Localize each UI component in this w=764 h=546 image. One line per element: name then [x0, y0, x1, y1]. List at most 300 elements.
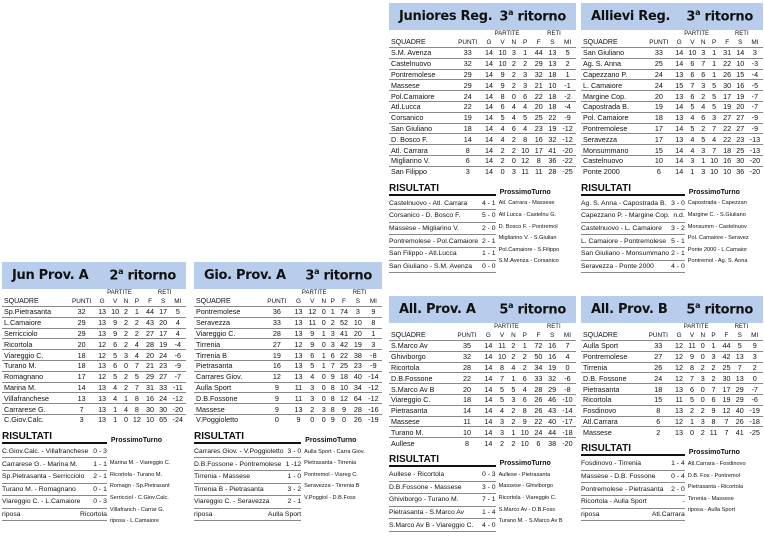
team-name: Massese [194, 404, 262, 415]
reti-header: RETI [734, 324, 749, 330]
stat-cell: 2 [509, 405, 518, 416]
stat-cell: 10 [109, 307, 122, 318]
stat-cell: 18 [453, 123, 482, 134]
stat-cell: 8 [130, 404, 143, 415]
stat-cell: 15 [734, 69, 747, 80]
next-match: Villafranch - Carrar G. [109, 506, 165, 513]
stat-cell: 3 [686, 155, 699, 166]
team-name: Pontremolese [581, 351, 644, 362]
stat-cell: 41 [337, 328, 351, 339]
stat-cell: -4 [559, 101, 576, 112]
stat-cell: 7 [686, 373, 699, 384]
col-f: F [148, 298, 152, 305]
result-match: Ag. S. Anna - Capostrada B. [581, 199, 667, 207]
partite-header: PARTITE [494, 31, 520, 37]
col-p: P [711, 39, 717, 46]
stat-cell: 0 [319, 393, 328, 404]
col-f: F [724, 332, 729, 339]
stat-cell: 11 [707, 427, 720, 437]
standings-table [194, 289, 382, 425]
next-round-title: ProssimoTurno [688, 449, 740, 457]
stat-cell: 14 [482, 438, 496, 448]
result-match: Ricortola - Aulla Sport [581, 498, 647, 506]
stat-cell: 2 [328, 317, 337, 328]
team-name: Villafranchese [2, 393, 68, 404]
league-jun-prov-a [2, 262, 186, 527]
next-round-list [496, 469, 576, 532]
column-header-row [389, 38, 576, 48]
team-name: Romagnano [2, 371, 68, 382]
stat-cell: 4 [509, 101, 518, 112]
stat-cell: -20 [559, 438, 576, 448]
next-match: S.M.Avenza - Corsanico [498, 258, 559, 265]
result-score: 1 -12 [285, 460, 302, 468]
stat-cell: 18 [453, 394, 482, 405]
stat-cell: 5 [495, 394, 509, 405]
stat-cell: 22 [721, 58, 734, 69]
stat-cell: 6 [645, 166, 673, 176]
team-name: Castelnuovo [581, 155, 645, 166]
table-row [194, 307, 382, 318]
stat-cell: -18 [746, 416, 763, 427]
stat-cell: 0 [319, 307, 328, 318]
stat-cell: 4 [559, 351, 576, 362]
next-match: Turano M. - S.Marco Av B [498, 518, 563, 525]
league-all-prov-b [581, 296, 763, 521]
team-name: S.Marco Av [389, 341, 453, 352]
stat-cell: 31 [721, 48, 734, 59]
result-score: 2 - 1 [481, 237, 496, 245]
team-name: Pietrasanta [194, 360, 262, 371]
stat-cell: 14 [453, 405, 482, 416]
stat-cell: 27 [734, 112, 747, 123]
stat-cell: 14 [673, 101, 686, 112]
round-label [305, 267, 372, 283]
stat-cell: 10 [518, 145, 532, 156]
round-word: ritorno [517, 302, 566, 318]
league-gio-prov-a [194, 262, 382, 521]
stat-cell: 14 [482, 134, 496, 145]
table-row [389, 166, 576, 176]
stat-cell: -2 [559, 91, 576, 102]
stat-cell: 2 [698, 405, 707, 416]
stat-cell: 4 [699, 101, 708, 112]
stat-cell: 9 [262, 404, 291, 415]
stat-cell: 11 [292, 393, 306, 404]
result-score: 4 - 0 [481, 521, 496, 529]
team-name: S.M. Avenza [389, 48, 453, 59]
stat-cell: 8 [686, 362, 699, 373]
col-s: S [738, 39, 743, 46]
stat-cell: 33 [262, 317, 291, 328]
stat-cell: 8 [328, 404, 337, 415]
stat-cell: 12 [672, 373, 685, 384]
stat-cell: 0 [319, 382, 328, 393]
team-name: Atl. Carrara [389, 145, 453, 156]
table-row [2, 371, 186, 382]
team-name: Ricortola [581, 394, 644, 405]
next-match: riposa - L.Camaiore [109, 518, 159, 525]
group-header-row [581, 323, 763, 331]
next-match: Pietrasanta - Tirrenia [304, 460, 357, 467]
table-row [2, 317, 186, 328]
stat-cell: 1 [130, 307, 143, 318]
team-name: Seravezza [581, 134, 645, 145]
stat-cell: 2 [122, 382, 131, 393]
table-row [194, 414, 382, 424]
partite-header: PARTITE [107, 290, 132, 296]
stat-cell: 11 [292, 382, 306, 393]
result-score: 0 - 4 [671, 473, 685, 481]
stat-cell: 8 [453, 438, 482, 448]
table-row [581, 166, 763, 176]
result-score: 3 - 0 [671, 199, 685, 207]
stat-cell: 30 [157, 404, 170, 415]
stat-cell: 32 [453, 351, 482, 362]
table-row [2, 350, 186, 361]
stat-cell: -4 [747, 69, 763, 80]
stat-cell: 9 [305, 339, 319, 350]
stat-cell: -9 [559, 112, 576, 123]
stat-cell: 30 [721, 80, 734, 91]
stat-cell: 19 [720, 394, 733, 405]
league-title: Allievi Reg. [591, 9, 671, 24]
next-match: riposa - Aulla Sport [687, 507, 735, 514]
result-score: 2 - 0 [481, 225, 496, 233]
result-line [389, 210, 496, 223]
partite-header: PARTITE [683, 324, 709, 330]
table-row [581, 48, 763, 59]
stat-cell: 13 [546, 48, 560, 59]
team-name: Marina M. [2, 382, 68, 393]
stat-cell: 14 [482, 48, 496, 59]
result-line [389, 261, 496, 274]
stat-cell: 7 [708, 145, 721, 156]
column-header-row [194, 297, 382, 307]
stat-cell: 9 [365, 307, 382, 318]
result-match: Corsanico - D. Bosco F. [389, 212, 461, 220]
stat-cell: 8 [365, 317, 382, 328]
next-match: Atl Lucca - Castelnu G. [498, 211, 557, 218]
stat-cell: 14 [482, 405, 496, 416]
team-name: D.B.Fossone [389, 373, 453, 384]
stat-cell: 6 [532, 438, 546, 448]
stat-cell: 10 [496, 48, 510, 59]
stat-cell: 10 [721, 166, 734, 176]
result-line [194, 446, 301, 459]
col-squadre: SQUADRE [583, 332, 618, 339]
stat-cell: 40 [545, 416, 559, 427]
round-superscript: a [695, 8, 701, 18]
stat-cell: 14 [673, 145, 686, 156]
stat-cell: 3 [305, 393, 319, 404]
stat-cell: 13 [292, 307, 306, 318]
result-score: 4 - 0 [671, 262, 685, 270]
stat-cell: 36 [262, 307, 291, 318]
stat-cell: 5 [708, 101, 721, 112]
col-f: F [536, 39, 541, 46]
stat-cell: 7 [707, 384, 720, 395]
stat-cell: 14 [482, 373, 496, 384]
stat-cell: 0 [262, 414, 291, 424]
stat-cell: 2 [509, 69, 518, 80]
stat-cell: 8 [328, 382, 337, 393]
result-line [581, 223, 685, 236]
stat-cell: 4 [509, 112, 518, 123]
table-row [389, 123, 576, 134]
result-score: 2 - 1 [93, 473, 107, 481]
result-score: 2 - 1 [671, 250, 685, 258]
stat-cell: 2 [707, 373, 720, 384]
stat-cell: 25 [734, 145, 747, 156]
result-match: Pietrasanta - S.Marco Av [389, 509, 465, 517]
result-match: Castelnuovo - Atl. Carrara [389, 199, 468, 207]
result-line [194, 471, 301, 484]
stat-cell: 6 [496, 101, 510, 112]
partite-header: PARTITE [494, 324, 519, 330]
stat-cell: 0 [122, 414, 131, 424]
team-name: Atl.Carrara [581, 416, 644, 427]
round-word: ritorno [127, 268, 176, 284]
stat-cell: 2 [518, 58, 532, 69]
stat-cell: 30 [143, 404, 156, 415]
next-match: Pol. Camaiore - Seravez [687, 235, 749, 242]
stat-cell: 13 [96, 382, 109, 393]
stat-cell: 16 [545, 351, 559, 362]
result-line [389, 223, 496, 236]
stat-cell: 11 [495, 341, 509, 352]
col-v: V [690, 39, 695, 46]
col-punti: PUNTI [648, 332, 668, 339]
result-score: 3 - 2 [287, 485, 302, 493]
next-match: Aulla Sport - Carra Giov. [304, 448, 365, 455]
result-line [581, 248, 685, 261]
round-superscript: a [314, 267, 320, 277]
stat-cell: 8 [328, 393, 337, 404]
result-match: Viareggio C. - L.Camaiore [2, 498, 81, 506]
next-match: Capostrada - Capezzan [687, 200, 747, 207]
stat-cell: 12 [130, 414, 143, 424]
stat-cell: 65 [157, 414, 170, 424]
stat-cell: 6 [686, 91, 699, 102]
stat-cell: 33 [645, 48, 673, 59]
stat-cell: 9 [109, 317, 122, 328]
stat-cell: 17 [645, 134, 673, 145]
next-match: Marina M. - Viareggio C. [109, 460, 171, 467]
stat-cell: 4 [305, 371, 319, 382]
stat-cell: 27 [644, 351, 672, 362]
stat-cell: 12 [672, 341, 685, 352]
stat-cell: 0 [122, 360, 131, 371]
stat-cell: 19 [545, 362, 559, 373]
stat-cell: 19 [262, 350, 291, 361]
stat-cell: 9 [707, 405, 720, 416]
team-name: Carrares Giov. [194, 371, 262, 382]
stat-cell: 16 [532, 134, 546, 145]
stat-cell: 6 [518, 373, 532, 384]
col-v: V [310, 298, 315, 305]
col-p: P [523, 39, 528, 46]
table-row [581, 69, 763, 80]
stat-cell: 13 [96, 414, 109, 424]
stat-cell: 4 [109, 382, 122, 393]
result-line [194, 496, 301, 509]
result-line [194, 458, 301, 471]
table-row [2, 393, 186, 404]
table-row [389, 438, 576, 448]
stat-cell: 3 [495, 427, 509, 438]
stat-cell: 10 [337, 382, 351, 393]
stat-cell: 19 [351, 339, 365, 350]
stat-cell: 35 [453, 341, 482, 352]
table-row [2, 404, 186, 415]
stat-cell: -13 [747, 145, 763, 156]
table-row [389, 405, 576, 416]
stat-cell: 14 [482, 427, 496, 438]
next-match: Ponte 2000 - L.Camaior [687, 246, 748, 253]
stat-cell: 9 [305, 328, 319, 339]
team-name: Pol.Camaiore [389, 91, 453, 102]
team-name: Margine Cop. [581, 91, 645, 102]
stat-cell: 28 [453, 362, 482, 373]
table-row [581, 373, 763, 384]
next-match: Monsumm - Castelnuov [687, 223, 747, 230]
table-row [581, 416, 763, 427]
result-score: 4 - 1 [481, 199, 496, 207]
stat-cell: -20 [747, 155, 763, 166]
column-header-row [389, 331, 576, 341]
column-header-row [581, 38, 763, 48]
stat-cell: 17 [645, 123, 673, 134]
stat-cell: 9 [109, 328, 122, 339]
stat-cell: 43 [545, 405, 559, 416]
stat-cell: 30 [734, 155, 747, 166]
team-name: Massese [389, 80, 453, 91]
results-section [581, 443, 763, 521]
results-title: RISULTATI [581, 183, 685, 196]
team-name: Castelnuovo [389, 58, 453, 69]
next-match [304, 504, 382, 516]
stat-cell: 19 [546, 123, 560, 134]
next-round-list [301, 446, 382, 522]
stat-cell: 0 [698, 394, 707, 405]
result-score: 7 - 1 [481, 496, 496, 504]
result-line [2, 471, 107, 484]
stat-cell: 1 [319, 328, 328, 339]
stat-cell: 15 [673, 80, 686, 91]
table-row [581, 134, 763, 145]
stat-cell: 1 [509, 427, 518, 438]
stat-cell: 26 [532, 405, 546, 416]
results-section [389, 454, 576, 532]
stat-cell: -22 [559, 155, 576, 166]
result-match: Tirrenia B - Pietrasanta [194, 485, 264, 493]
stat-cell: 5 [170, 307, 186, 318]
stat-cell: 11 [672, 394, 685, 405]
stat-cell: 3 [122, 350, 131, 361]
league-header [581, 296, 763, 323]
team-name: Fosdinovo [581, 405, 644, 416]
stat-cell: 11 [532, 166, 546, 176]
stat-cell: 19 [721, 101, 734, 112]
team-name: Massese [389, 416, 453, 427]
stat-cell: 3 [328, 339, 337, 350]
stat-cell: 1 [707, 341, 720, 352]
table-row [389, 373, 576, 384]
table-row [581, 405, 763, 416]
stat-cell: 6 [518, 91, 532, 102]
stat-cell: 26 [532, 394, 546, 405]
stat-cell: 14 [673, 155, 686, 166]
stat-cell: -9 [747, 112, 763, 123]
stat-cell: 3 [518, 80, 532, 91]
stat-cell: 0 [686, 427, 699, 437]
result-match: Viareggio C. - Seravezza [194, 498, 270, 506]
partite-header: PARTITE [684, 31, 710, 37]
stat-cell: 8 [707, 416, 720, 427]
result-match: Pontremolese - Pol.Camaiore [389, 237, 479, 245]
col-mi: MI [751, 39, 759, 46]
stat-cell: 4 [495, 405, 509, 416]
round-number: 3 [499, 9, 509, 25]
stat-cell: 2 [122, 317, 131, 328]
stat-cell: 20 [734, 101, 747, 112]
stat-cell: 13 [292, 360, 306, 371]
standings-table [2, 289, 186, 425]
result-match: riposa [581, 510, 600, 518]
table-row [581, 101, 763, 112]
result-match: L. Camaiore - Pontremolese [581, 237, 666, 245]
stat-cell: 19 [734, 91, 747, 102]
stat-cell: 12 [518, 155, 532, 166]
stat-cell: 4 [122, 404, 131, 415]
result-line [581, 509, 685, 522]
stat-cell: 16 [143, 393, 156, 404]
table-row [581, 58, 763, 69]
round-label [686, 301, 753, 317]
stat-cell: 12 [96, 371, 109, 382]
stat-cell: 13 [96, 307, 109, 318]
next-match: Pietrasanta - Ricortola [687, 484, 744, 491]
table-row [194, 339, 382, 350]
stat-cell: 4 [170, 317, 186, 328]
stat-cell: 2 [509, 145, 518, 156]
result-line [581, 496, 685, 509]
col-squadre: SQUADRE [196, 298, 231, 305]
col-s: S [737, 332, 742, 339]
result-score: 1 - 1 [93, 460, 107, 468]
stat-cell: 32 [68, 307, 96, 318]
stat-cell: 1 [686, 416, 699, 427]
stat-cell: 33 [453, 48, 482, 59]
result-match: San Giuliano - S.M. Avenza [389, 262, 472, 270]
stat-cell: 12 [96, 339, 109, 350]
stat-cell: 7 [68, 404, 96, 415]
column-header-row [581, 331, 763, 341]
stat-cell: 10 [496, 58, 510, 69]
stat-cell: 32 [545, 373, 559, 384]
results-list [581, 198, 685, 274]
stat-cell: 18 [546, 101, 560, 112]
stat-cell: -13 [747, 134, 763, 145]
stat-cell: 9 [518, 416, 532, 427]
col-s: S [550, 39, 555, 46]
stat-cell: 3 [319, 404, 328, 415]
stat-cell: -10 [559, 394, 576, 405]
stat-cell: 3 [365, 339, 382, 350]
stat-cell: 46 [545, 394, 559, 405]
stat-cell: 22 [453, 101, 482, 112]
